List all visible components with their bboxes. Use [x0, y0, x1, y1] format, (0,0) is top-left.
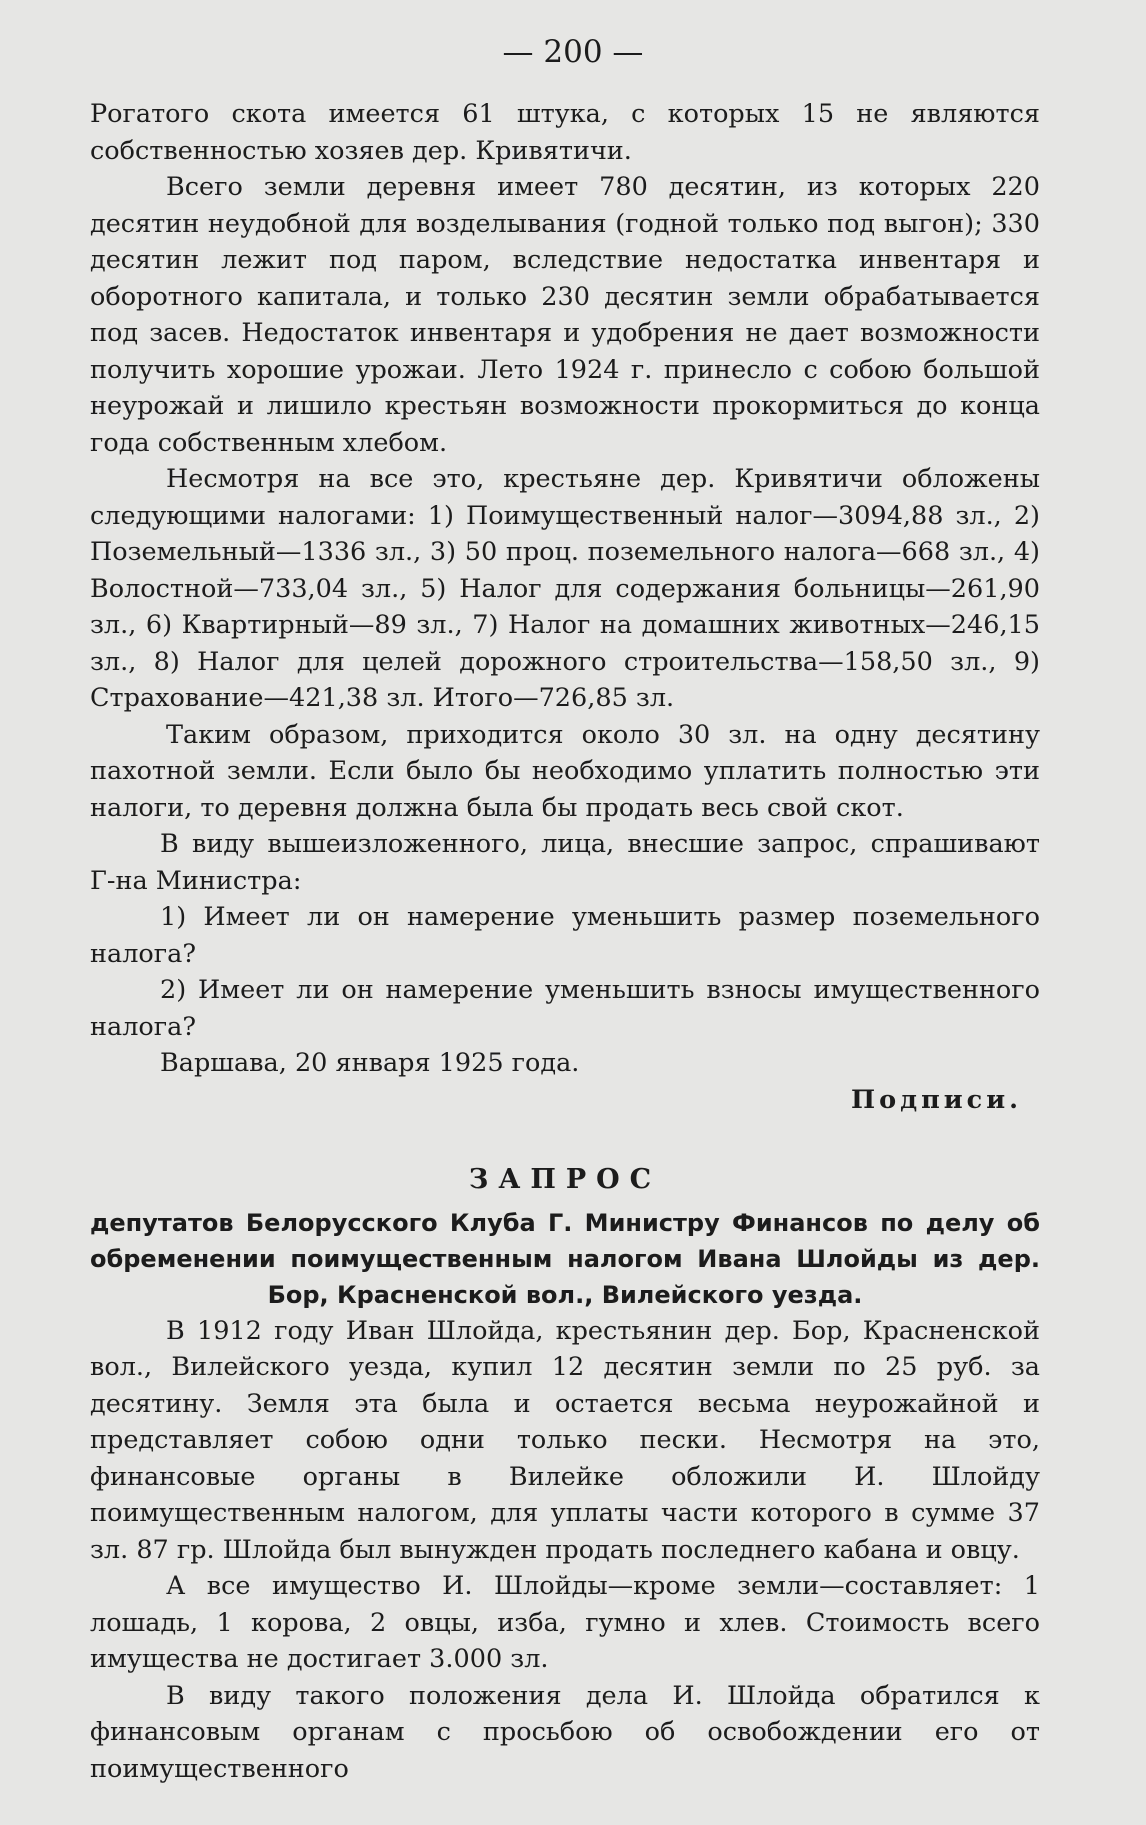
section-subtitle: депутатов Белорусского Клуба Г. Министру Финансов по делу об обременении поимущественным налогом Ивана Шлойды из дер. Бор, Красненской вол., Вилейского уезда. [90, 1208, 1040, 1309]
section-title: ЗАПРОС [468, 1164, 662, 1195]
signature-line: Подписи. [851, 1084, 1022, 1115]
date-line: Варшава, 20 января 1925 года. [160, 1048, 580, 1078]
paragraph: Всего земли деревня имеет 780 десятин, из которых 220 десятин неудобной для возделывания (годной только под выгон); 330 десятин лежит под паром, вследствие недостатка инвентаря и оборотного капитала, и только 230 десятин земли обрабатывается под засев. Недостаток инвентаря и удобрения не дает возможности получить хорошие урожаи. Лето 1924 г. принесло с собою большой неурожай и лишило крестьян возможности прокормиться до конца года собственным хлебом. [90, 172, 1040, 458]
paragraph: В 1912 году Иван Шлойда, крестьянин дер. Бор, Красненской вол., Вилейского уезда, купил 12 десятин земли по 25 руб. за десятину. Земля эта была и остается весьма неурожайной и представляет собою одни только пески. Несмотря на это, финансовые органы в Вилейке обложили И. Шлойду поимущественным налогом, для уплаты части которого в сумме 37 зл. 87 гр. Шлойда был вынужден продать последнего кабана и овцу. [90, 1315, 1040, 1565]
paragraph: В виду вышеизложенного, лица, внесшие запрос, спрашивают Г-на Министра: [90, 829, 1040, 896]
paragraph: Таким образом, приходится около 30 зл. на одну десятину пахотной земли. Если было бы необходимо уплатить полностью эти налоги, то деревня должна была бы продать весь свой скот. [90, 719, 1040, 823]
question-item: 1) Имеет ли он намерение уменьшить размер поземельного налога? [90, 902, 1040, 969]
question-item: 2) Имеет ли он намерение уменьшить взносы имущественного налога? [90, 975, 1040, 1042]
paragraph: В виду такого положения дела И. Шлойда обратился к финансовым органам с просьбою об освобождении его от поимущественного [90, 1680, 1040, 1784]
paragraph: А все имущество И. Шлойды—кроме земли—составляет: 1 лошадь, 1 корова, 2 овцы, изба, гумно и хлев. Стоимость всего имущества не достигает 3.000 зл. [90, 1571, 1040, 1674]
page-body [90, 96, 1040, 1787]
paragraph: Несмотря на все это, крестьяне дер. Кривятичи обложены следующими налогами: 1) Поимущественный налог—3094,88 зл., 2) Поземельный—1336 зл., 3) 50 проц. поземельного налога—668 зл., 4) Волостной—733,04 зл., 5) Налог для содержания больницы—261,90 зл., 6) Квартирный—89 зл., 7) Налог на домашних животных—246,15 зл., 8) Налог для целей дорожного строительства—158,50 зл., 9) Страхование—421,38 зл. Итого—726,85 зл. [90, 464, 1040, 713]
paragraph: Рогатого скота имеется 61 штука, с которых 15 не являются собственностью хозяев дер. Кривятичи. [90, 99, 1040, 166]
page-number: — 200 — [502, 34, 644, 70]
